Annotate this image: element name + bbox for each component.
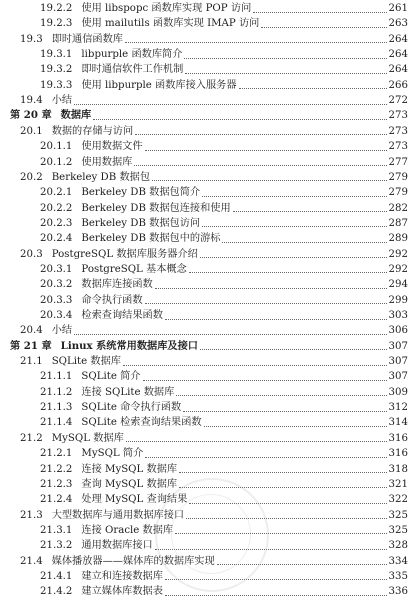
toc-subsection-row (40, 294, 408, 307)
toc-entry-page: 334 (388, 555, 408, 567)
toc-entry-title: Berkeley DB 数据包访问 (81, 217, 201, 229)
toc-entry-number: 20.1.2 (40, 156, 73, 168)
toc-subsection-row (40, 2, 408, 15)
toc-entry-page: 336 (388, 586, 408, 598)
toc-entry-page: 264 (388, 64, 408, 76)
toc-entry-number: 21.1 (20, 356, 43, 368)
toc-entry-title: libpurple 函数库简介 (81, 49, 183, 61)
dot-leader (145, 149, 387, 151)
toc-entry-number: 21.3 (20, 509, 43, 521)
dot-leader (200, 256, 387, 258)
toc-entry-number: 19.3 (20, 33, 43, 45)
dot-leader (202, 195, 386, 197)
toc-entry-title: 连接 SQLite 数据库 (81, 386, 175, 398)
toc-entry-page: 289 (388, 233, 408, 245)
toc-entry-title: PostgreSQL 数据库服务器介绍 (51, 248, 198, 260)
dot-leader (93, 118, 386, 120)
dot-leader (253, 11, 386, 13)
toc-entry-title: 命令执行函数 (81, 294, 143, 306)
toc-subsection-row (40, 48, 408, 61)
dot-leader (222, 241, 386, 243)
toc-entry-title: 查询 MySQL 数据库 (81, 478, 178, 490)
toc-entry-number: 20.2 (20, 171, 43, 183)
toc-entry-title: Berkeley DB 数据包简介 (81, 187, 201, 199)
toc-entry-number: 19.2.3 (40, 18, 73, 30)
dot-leader (126, 440, 387, 442)
toc-entry-page: 299 (388, 294, 408, 306)
toc-entry-page: 307 (388, 371, 408, 383)
dot-leader (189, 271, 387, 273)
toc-entry-number: 19.4 (20, 95, 43, 107)
toc-subsection-row (40, 401, 408, 414)
toc-entry-page: 273 (388, 125, 408, 137)
toc-entry-page: 261 (388, 3, 408, 14)
toc-entry-title: 使用 libpurple 函数库接入服务器 (81, 79, 237, 91)
toc-entry-title: 小结 (51, 95, 73, 107)
toc-entry-title: 检索查询结果函数 (81, 310, 163, 321)
toc-chapter-row (10, 109, 408, 122)
dot-leader (155, 287, 387, 289)
toc-subsection-row (40, 156, 408, 169)
toc-entry-number: 第 21 章 (10, 339, 52, 352)
toc-entry-number: 21.1.4 (40, 417, 73, 429)
dot-leader (200, 348, 387, 350)
toc-entry-page: 294 (388, 279, 408, 291)
toc-entry-number: 19.3.2 (40, 64, 73, 76)
toc-entry-page: 321 (388, 478, 408, 490)
toc-subsection-row (40, 370, 408, 383)
toc-section-row (20, 324, 408, 337)
toc-section-row (20, 432, 408, 445)
toc-entry-title: 连接 MySQL 数据库 (81, 463, 178, 475)
toc-entry-page: 318 (388, 463, 408, 475)
toc-entry-title: 使用 libspopc 函数库实现 POP 访问 (81, 3, 252, 14)
toc-entry-title: SQLite 数据库 (51, 356, 121, 368)
toc-subsection-row (40, 463, 408, 476)
toc-entry-number: 19.3.1 (40, 49, 73, 61)
toc-entry-title: MySQL 简介 (81, 448, 144, 460)
toc-section-row (20, 355, 408, 368)
toc-entry-page: 279 (388, 187, 408, 199)
toc-entry-number: 20.1.1 (40, 141, 73, 153)
toc-entry-number: 21.2.2 (40, 463, 73, 475)
dot-leader (145, 302, 387, 304)
toc-subsection-row (40, 79, 408, 92)
toc-entry-title: 数据的存储与访问 (51, 125, 134, 137)
toc-entry-page: 273 (388, 141, 408, 153)
toc-entry-page: 306 (388, 325, 408, 337)
toc-entry-page: 264 (388, 33, 408, 45)
toc-entry-title: 建立和连接数据库 (81, 570, 163, 582)
toc-entry-number: 21.1.3 (40, 402, 73, 414)
dot-leader (179, 471, 386, 473)
toc-entry-title: Linux 系统常用数据库及接口 (60, 339, 198, 352)
toc-entry-number: 20.2.1 (40, 187, 73, 199)
dot-leader (152, 179, 387, 181)
toc-entry-number: 20.2.2 (40, 202, 73, 214)
toc-entry-number: 19.3.3 (40, 79, 73, 91)
toc-subsection-row (40, 232, 408, 245)
dot-leader (183, 410, 386, 412)
toc-subsection-row (40, 263, 408, 276)
toc-entry-number: 21.4 (20, 555, 43, 567)
toc-subsection-row (40, 278, 408, 291)
toc-entry-page: 312 (388, 402, 408, 414)
toc-entry-number: 21.3.2 (40, 540, 73, 552)
toc-subsection-row (40, 447, 408, 460)
toc-entry-title: Berkeley DB 数据包 (51, 171, 151, 183)
toc-subsection-row (40, 17, 408, 30)
toc-entry-number: 21.4.1 (40, 570, 73, 582)
toc-entry-number: 21.1.1 (40, 371, 73, 383)
toc-entry-title: 使用数据文件 (81, 141, 143, 153)
toc-entry-page: 277 (388, 156, 408, 168)
dot-leader (202, 225, 386, 227)
toc-entry-title: 数据库连接函数 (81, 279, 153, 291)
toc-entry-page: 292 (388, 263, 408, 275)
dot-leader (184, 57, 386, 59)
toc-subsection-row (40, 386, 408, 399)
toc-entry-page: 272 (388, 95, 408, 107)
toc-entry-page: 273 (388, 110, 408, 122)
toc-subsection-row (40, 63, 408, 76)
dot-leader (74, 333, 386, 335)
dot-leader (261, 26, 386, 28)
toc-entry-page: 307 (388, 356, 408, 368)
toc-entry-number: 21.2.4 (40, 494, 73, 506)
toc-entry-title: 建立媒体库数据表 (81, 586, 163, 598)
toc-entry-number: 21.2.3 (40, 478, 73, 490)
toc-entry-page: 287 (388, 217, 408, 229)
toc-subsection-row (40, 309, 408, 322)
toc-entry-title: 即时通信软件工作机制 (81, 64, 184, 76)
toc-entry-title: SQLite 检索查询结果函数 (81, 417, 202, 429)
toc-entry-page: 292 (388, 248, 408, 260)
toc-entry-number: 21.2 (20, 432, 43, 444)
toc-entry-title: SQLite 命令执行函数 (81, 402, 182, 414)
toc-subsection-row (40, 186, 408, 199)
toc-entry-number: 20.4 (20, 325, 43, 337)
toc-entry-title: PostgreSQL 基本概念 (81, 263, 187, 275)
dot-leader (125, 41, 387, 43)
toc-entry-page: 316 (388, 432, 408, 444)
dot-leader (239, 87, 387, 89)
dot-leader (74, 103, 386, 105)
toc-entry-number: 20.3.2 (40, 279, 73, 291)
toc-entry-title: SQLite 简介 (81, 371, 141, 383)
toc-entry-title: Berkeley DB 数据包连接和使用 (81, 202, 231, 214)
toc-entry-number: 20.2.4 (40, 233, 73, 245)
toc-entry-title: 使用数据库 (81, 156, 133, 168)
toc-entry-page: 263 (388, 18, 408, 30)
toc-entry-title: 连接 Oracle 数据库 (81, 524, 174, 536)
toc-section-row (20, 248, 408, 261)
toc-entry-number: 20.3.4 (40, 310, 73, 321)
dot-leader (123, 364, 387, 366)
toc-subsection-row (40, 217, 408, 230)
toc-entry-page: 316 (388, 448, 408, 460)
toc-entry-number: 19.2.2 (40, 3, 73, 14)
toc-section-row (20, 94, 408, 107)
toc-subsection-row (40, 202, 408, 215)
dot-leader (134, 164, 386, 166)
toc-entry-number: 21.3.1 (40, 524, 73, 536)
toc-entry-page: 328 (388, 540, 408, 552)
toc-entry-number: 20.3.1 (40, 263, 73, 275)
toc-entry-title: 处理 MySQL 查询结果 (81, 494, 188, 506)
dot-leader (165, 318, 387, 320)
toc-entry-title: Berkeley DB 数据包中的游标 (81, 233, 221, 245)
dot-leader (143, 379, 387, 381)
toc-entry-page: 282 (388, 202, 408, 214)
toc-entry-title: 使用 mailutils 函数库实现 IMAP 访问 (81, 18, 260, 30)
toc-entry-page: 264 (388, 49, 408, 61)
dot-leader (165, 594, 387, 596)
toc-entry-number: 20.3.3 (40, 294, 73, 306)
toc-entry-page: 325 (388, 524, 408, 536)
toc-entry-page: 279 (388, 171, 408, 183)
toc-entry-page: 322 (388, 494, 408, 506)
toc-entry-page: 303 (388, 310, 408, 321)
dot-leader (233, 210, 387, 212)
toc-entry-number: 第 20 章 (10, 109, 52, 122)
toc-entry-page: 325 (388, 509, 408, 521)
toc-entry-title: 通用数据库接口 (81, 540, 153, 552)
toc-entry-title: 小结 (51, 325, 73, 337)
toc-entry-title: 大型数据库与通用数据库接口 (51, 509, 185, 521)
toc-entry-title: 媒体播放器——媒体库的数据库实现 (51, 555, 215, 567)
toc-entry-title: 数据库 (60, 109, 92, 122)
toc-section-row (20, 171, 408, 184)
library-stamp-watermark (155, 478, 269, 592)
dot-leader (204, 425, 387, 427)
toc-entry-page: 307 (388, 340, 408, 352)
toc-entry-page: 314 (388, 417, 408, 429)
toc-entry-title: 即时通信函数库 (51, 33, 123, 45)
dot-leader (185, 72, 386, 74)
toc-entry-title: MySQL 数据库 (51, 432, 124, 444)
toc-entry-number: 21.1.2 (40, 386, 73, 398)
toc-entry-number: 20.2.3 (40, 217, 73, 229)
toc-entry-number: 21.4.2 (40, 586, 73, 598)
toc-entry-number: 20.1 (20, 125, 43, 137)
toc-section-row (20, 125, 408, 138)
toc-entry-number: 20.3 (20, 248, 43, 260)
toc-section-row (20, 33, 408, 46)
toc-entry-page: 309 (388, 386, 408, 398)
toc-entry-number: 21.2.1 (40, 448, 73, 460)
dot-leader (135, 133, 386, 135)
toc-chapter-row (10, 340, 408, 353)
dot-leader (145, 456, 386, 458)
toc-entry-page: 266 (388, 79, 408, 91)
toc-entry-page: 335 (388, 570, 408, 582)
toc-subsection-row (40, 416, 408, 429)
dot-leader (176, 394, 386, 396)
toc-subsection-row (40, 140, 408, 153)
